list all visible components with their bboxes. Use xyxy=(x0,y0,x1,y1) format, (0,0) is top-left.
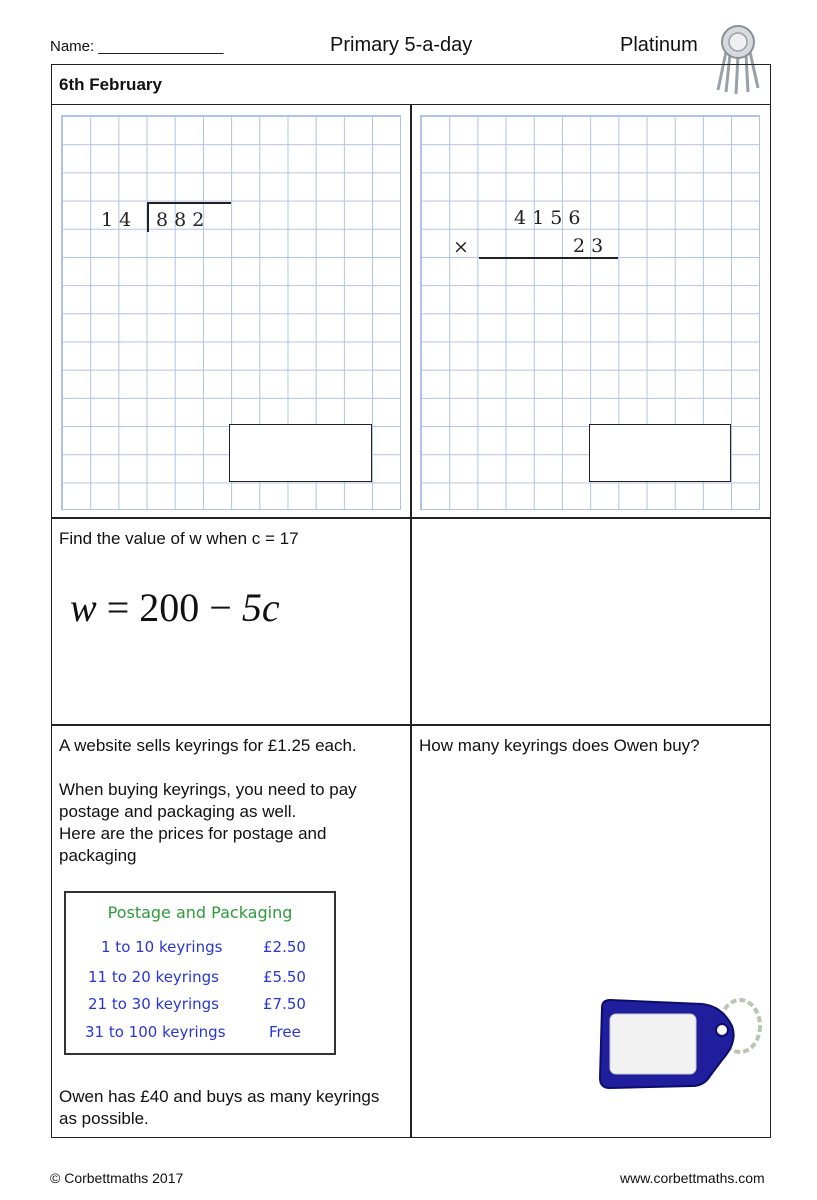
postage-table-title: Postage and Packaging xyxy=(107,903,293,922)
website-link[interactable]: www.corbettmaths.com xyxy=(620,1170,765,1186)
date-label: 6th February xyxy=(59,75,162,94)
postage-range: 11 to 20 keyrings xyxy=(88,968,219,986)
postage-price: £7.50 xyxy=(263,995,306,1013)
level-label: Platinum xyxy=(620,34,698,56)
formula-minus: − xyxy=(209,585,232,630)
name-field-label: Name: _______________ xyxy=(50,38,224,55)
q5-postage-line-4: packaging xyxy=(59,846,137,865)
multiply-operator: × xyxy=(453,236,469,258)
postage-price: £5.50 xyxy=(263,968,306,986)
multiplicand: 4 1 5 6 xyxy=(514,207,581,229)
division-bracket-top xyxy=(147,202,231,204)
q5-price-statement: A website sells keyrings for £1.25 each. xyxy=(59,736,357,755)
formula-lhs: w xyxy=(70,585,97,630)
postage-range: 1 to 10 keyrings xyxy=(101,938,223,956)
postage-range: 21 to 30 keyrings xyxy=(88,995,219,1013)
postage-range: 31 to 100 keyrings xyxy=(85,1023,226,1041)
row-divider-2 xyxy=(51,724,771,726)
column-divider xyxy=(410,105,412,1138)
answer-box-q1[interactable] xyxy=(229,424,372,482)
multiplier: 2 3 xyxy=(573,235,604,257)
date-row xyxy=(51,64,771,105)
copyright: © Corbettmaths 2017 xyxy=(50,1170,184,1186)
postage-price: Free xyxy=(269,1023,301,1041)
row-divider-1 xyxy=(51,517,771,519)
page-title: Primary 5-a-day xyxy=(330,34,473,56)
dividend: 8 8 2 xyxy=(156,209,205,231)
keyring-icon xyxy=(592,990,767,1094)
divisor: 1 4 xyxy=(101,209,132,231)
answer-box-q2[interactable] xyxy=(589,424,731,482)
q5-postage-line-2: postage and packaging as well. xyxy=(59,802,297,821)
q3-formula xyxy=(70,584,280,631)
q5-closing-line-2: as possible. xyxy=(59,1109,149,1128)
formula-constant: 200 xyxy=(139,585,200,630)
q3-prompt: Find the value of w when c = 17 xyxy=(59,529,299,548)
q5-question: How many keyrings does Owen buy? xyxy=(419,736,700,755)
formula-term: 5c xyxy=(241,585,280,630)
postage-table xyxy=(64,891,336,1055)
postage-price: £2.50 xyxy=(263,938,306,956)
q5-postage-line-3: Here are the prices for postage and xyxy=(59,824,327,843)
q5-postage-line-1: When buying keyrings, you need to pay xyxy=(59,780,357,799)
formula-equals: = xyxy=(106,585,130,630)
q5-closing-line-1: Owen has £40 and buys as many keyrings xyxy=(59,1087,380,1106)
division-bracket-vertical xyxy=(147,202,149,232)
multiplication-line xyxy=(479,257,618,259)
